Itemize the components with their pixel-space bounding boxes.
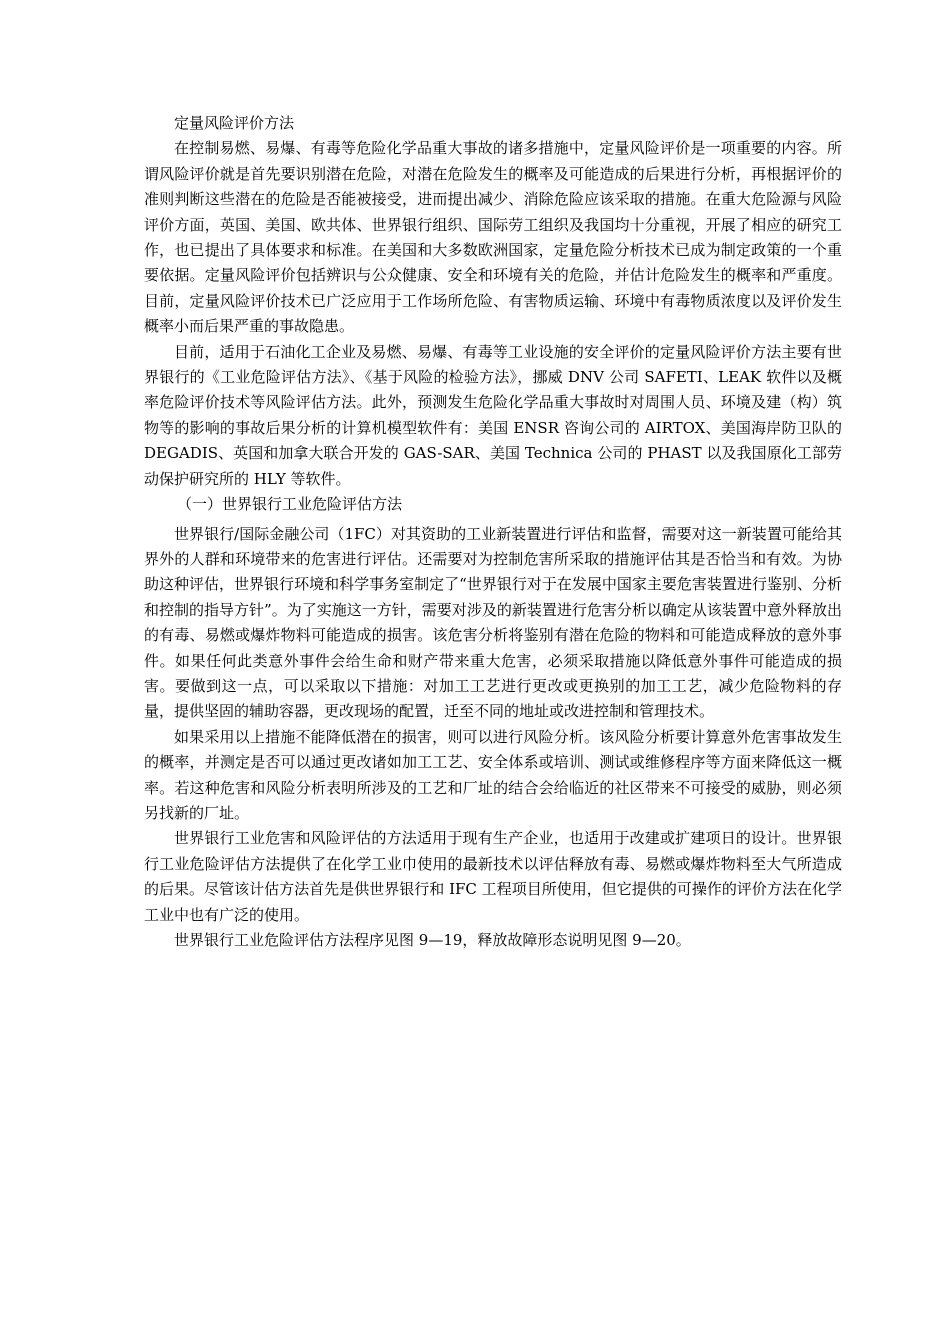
paragraph-methods: 目前，适用于石油化工企业及易燃、易爆、有毒等工业设施的安全评价的定量风险评价方法主要有世界银行的《工业危险评估方法》、《基于风险的检验方法》，挪威 DNV 公司 SAFETI、LEAK 软件以及概率危险评价技术等风险评估方法。此外，预测发生危险化学品重大事故时对周围人员、环境及建（构）筑物等的影响的事故后果分析的计算机模型软件有：美国 ENSR 咨询公司的 AIRTOX、美国海岸防卫队的 DEGADIS、英国和加拿大联合开发的 GAS-SAR、美国 Technica 公司的 PHAST 以及我国原化工部劳动保护研究所的 HLY 等软件。 (144, 342, 842, 488)
section-paragraph-4: 世界银行工业危险评估方法程序见图 9—19，释放故障形态说明见图 9—20。 (174, 931, 691, 949)
section-paragraph-1: 世界银行/国际金融公司（1FC）对其资助的工业新装置进行评估和监督，需要对这一新装置可能给其界外的人群和环境带来的危害进行评估。还需要对为控制危害所采取的措施评估其是否恰当和有效。为协助这种评估，世界银行环境和科学事务室制定了“世界银行对于在发展中国家主要危害装置进行鉴别、分析和控制的指导方针”。为了实施这一方针，需要对涉及的新装置进行危害分析以确定从该装置中意外释放出的有毒、易燃或爆炸物料可能造成的损害。该危害分析将鉴别有潜在危险的物料和可能造成释放的意外事件。如果任何此类意外事件会给生命和财产带来重大危害，必须采取措施以降低意外事件可能造成的损害。要做到这一点，可以采取以下措施：对加工工艺进行更改或更换别的加工工艺，减少危险物料的存量，提供坚固的辅助容器，更改现场的配置，迁至不同的地址或改进控制和管理技术。 (144, 524, 842, 721)
section-heading: （一）世界银行工业危险评估方法 (177, 495, 403, 514)
document-title: 定量风险评价方法 (174, 114, 295, 132)
section-paragraph-3: 世界银行工业危害和风险评估的方法适用于现有生产企业，也适用于改建或扩建项日的设计。世界银行工业危险评估方法提供了在化学工业巾使用的最新技术以评估释放有毒、易燃或爆炸物料至大气所造成的后果。尽管该计估方法首先是供世界银行和 IFC 工程项目所使用，但它提供的可操作的评价方法在化学工业中也有广泛的使用。 (144, 829, 842, 924)
paragraph-intro: 在控制易燃、易爆、有毒等危险化学品重大事故的诸多措施中，定量风险评价是一项重要的内容。所谓风险评价就是首先要识别潜在危险，对潜在危险发生的概率及可能造成的后果进行分析，再根据评价的准则判断这些潜在的危险是否能被接受，进而提出减少、消除危险应该采取的措施。在重大危险源与风险评价方面，英国、美国、欧共体、世界银行组织、国际劳工组织及我国均十分重视，开展了相应的研究工作，也已提出了具体要求和标准。在美国和大多数欧洲国家，定量危险分析技术已成为制定政策的一个重要依据。定量风险评价包括辨识与公众健康、安全和环境有关的危险，并估计危险发生的概率和严重度。目前，定量风险评价技术已广泛应用于工作场所危险、有害物质运输、环境中有毒物质浓度以及评价发生概率小而后果严重的事故隐患。 (144, 139, 842, 336)
section-paragraph-2: 如果采用以上措施不能降低潜在的损害，则可以进行风险分析。该风险分析要计算意外危害事故发生的概率，并测定是否可以通过更改诸如加工工艺、安全体系或培训、测试或维修程序等方面来降低这一概率。若这种危害和风险分析表明所涉及的工艺和厂址的结合会给临近的社区带来不可接受的威胁，则必须另找新的厂址。 (144, 727, 842, 822)
document-page (144, 111, 842, 953)
